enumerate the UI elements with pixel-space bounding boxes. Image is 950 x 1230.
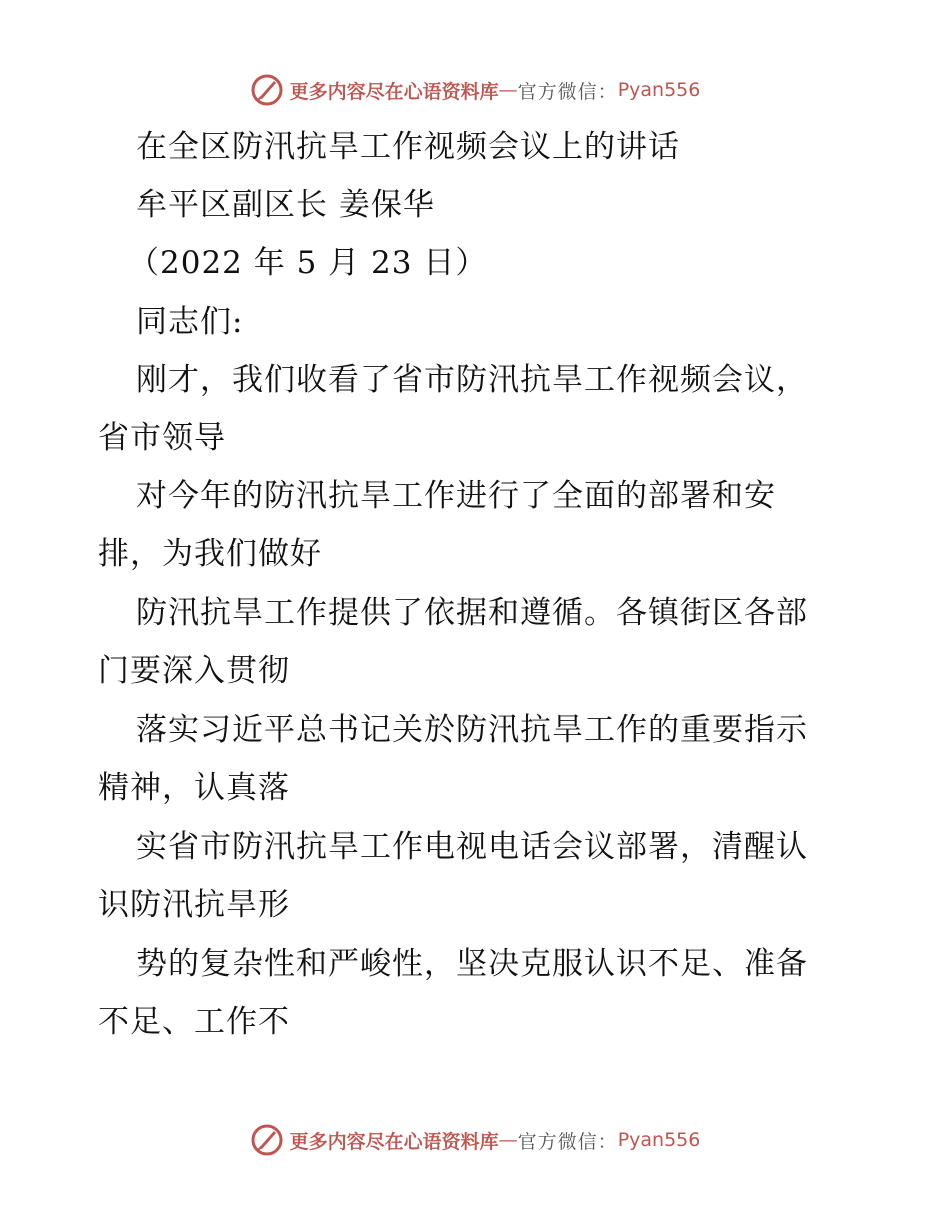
body-line: 实省市防汛抗旱工作电视电话会议部署，清醒认 [136, 829, 808, 865]
body-line: 排，为我们做好 [98, 536, 322, 572]
banner-separator: — [498, 1129, 518, 1151]
date-line: （2022 年 5 月 23 日） [128, 245, 488, 281]
body-line: 刚才，我们收看了省市防汛抗旱工作视频会议， [136, 362, 808, 398]
quill-logo-icon [250, 1123, 284, 1157]
wechat-label: 官方微信： [517, 1130, 618, 1153]
header-banner [0, 70, 950, 110]
quill-logo-icon [250, 73, 284, 107]
body-line: 不足、工作不 [98, 1004, 290, 1040]
wechat-id: Pyan556 [617, 79, 701, 101]
body-line: 识防汛抗旱形 [98, 887, 290, 923]
body-line: 落实习近平总书记关於防汛抗旱工作的重要指示 [136, 712, 808, 748]
body-line: 对今年的防汛抗旱工作进行了全面的部署和安 [136, 478, 776, 514]
body-line: 防汛抗旱工作提供了依据和遵循。各镇街区各部 [136, 595, 808, 631]
document-title: 在全区防汛抗旱工作视频会议上的讲话 [136, 129, 680, 165]
footer-banner [0, 1120, 950, 1160]
body-line: 势的复杂性和严峻性，坚决克服认识不足、准备 [136, 946, 808, 982]
body-line: 省市领导 [98, 420, 226, 456]
salutation: 同志们: [136, 304, 244, 340]
site-name: 更多内容尽在心语资料库 [289, 80, 499, 103]
site-name: 更多内容尽在心语资料库 [289, 1130, 499, 1153]
body-line: 门要深入贯彻 [98, 653, 290, 689]
banner-separator: — [498, 79, 518, 101]
wechat-id: Pyan556 [617, 1129, 701, 1151]
speaker-line: 牟平区副区长 姜保华 [136, 187, 435, 223]
wechat-label: 官方微信： [517, 80, 618, 103]
body-line: 精神，认真落 [98, 770, 290, 806]
